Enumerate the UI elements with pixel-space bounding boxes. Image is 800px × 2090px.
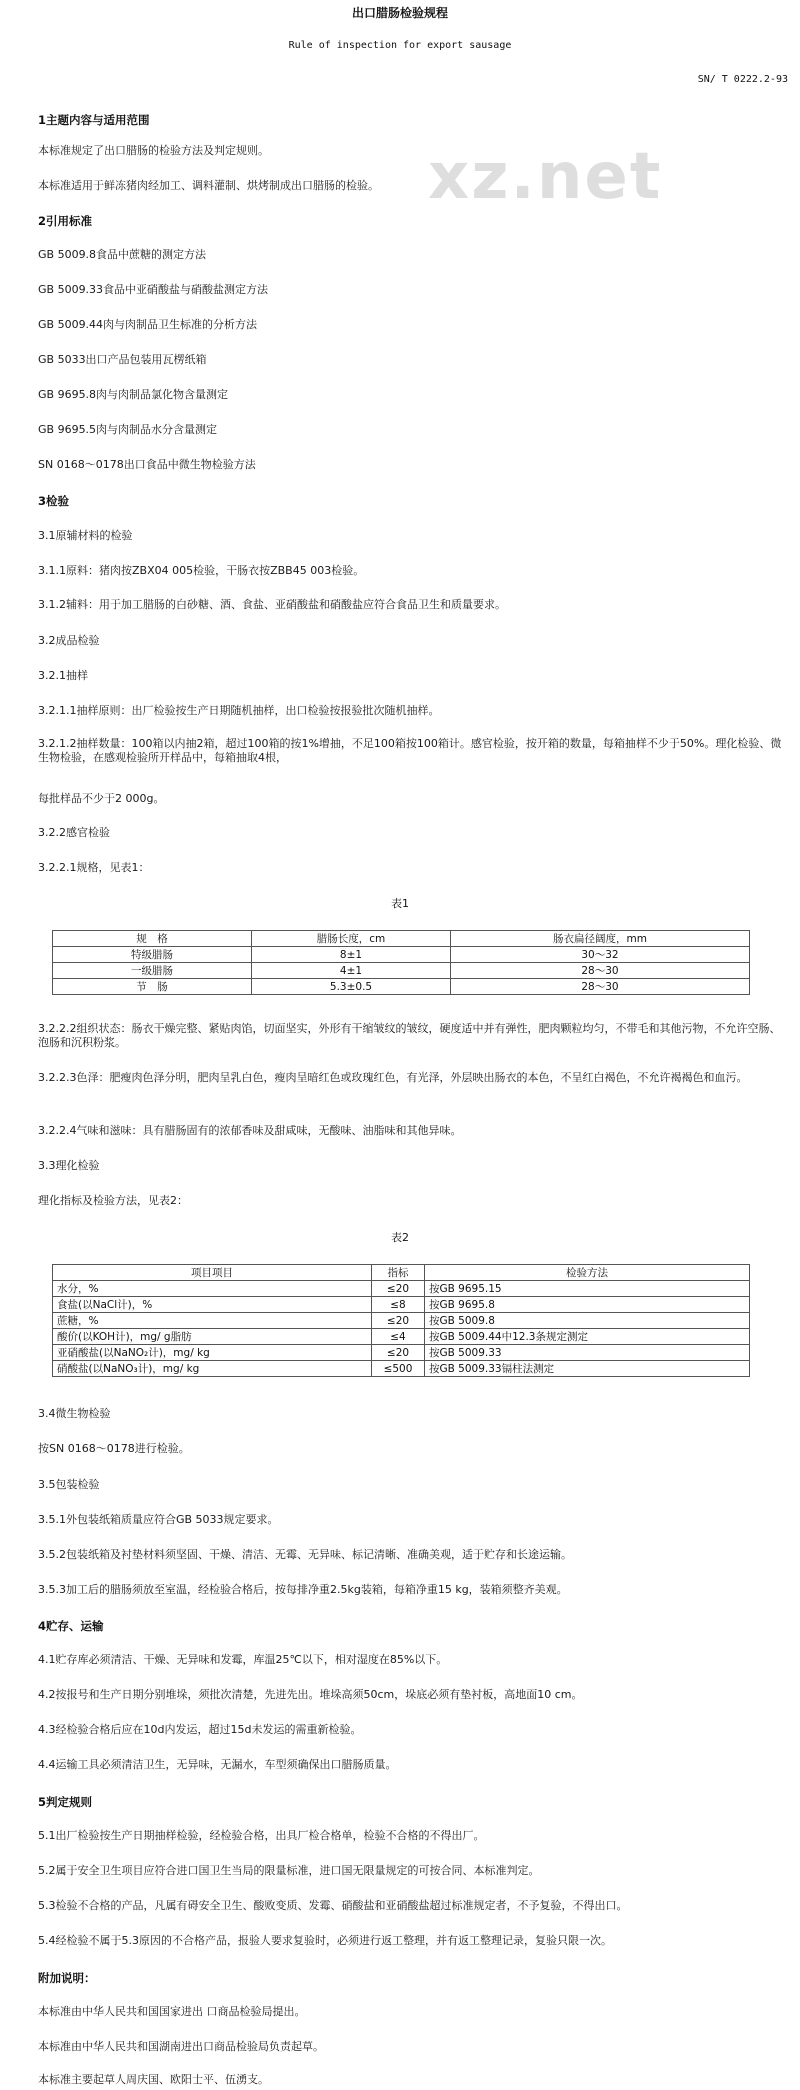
table-header-cell: 肠衣扁径阔度，mm	[451, 931, 750, 947]
paragraph: 3.2.2.3色泽：肥瘦肉色泽分明，肥肉呈乳白色，瘦肉呈暗红色或玫瑰红色，有光泽，外层映出肠衣的本色，不呈红白褐色，不允许褐褐色和血污。	[38, 1071, 748, 1084]
paragraph: 3.5.1外包装纸箱质量应符合GB 5033规定要求。	[38, 1513, 279, 1526]
table-row	[53, 1297, 750, 1313]
paragraph: 3.2成品检验	[38, 634, 100, 647]
table-cell: 酸价(以KOH计)，mg/ g脂肪	[53, 1329, 372, 1345]
paragraph: 3.1原辅材料的检验	[38, 529, 133, 542]
table-cell: 蔗糖，%	[53, 1313, 372, 1329]
table-cell: 按GB 5009.33镉柱法测定	[425, 1361, 750, 1377]
table-cell: 5.3±0.5	[252, 979, 451, 995]
table-header-cell: 检验方法	[425, 1265, 750, 1281]
paragraph: 3.1.1原料：猪肉按ZBX04 005检验，干肠衣按ZBB45 003检验。	[38, 564, 365, 577]
table-2-caption: 表2	[391, 1231, 409, 1244]
table-row	[53, 1361, 750, 1377]
document-subtitle: Rule of inspection for export sausage	[288, 40, 512, 51]
table-cell: 食盐(以NaCl计)，%	[53, 1297, 372, 1313]
table-cell: 水分，%	[53, 1281, 372, 1297]
table-cell: 一级腊肠	[53, 963, 252, 979]
paragraph: 4.4运输工具必须清洁卫生，无异味，无漏水，车型须确保出口腊肠质量。	[38, 1758, 397, 1771]
table-row	[53, 1329, 750, 1345]
paragraph: 5.4经检验不属于5.3原因的不合格产品，报验人要求复验时，必须进行返工整理，并有返工整理记录，复验只限一次。	[38, 1934, 612, 1947]
table-row	[53, 1281, 750, 1297]
paragraph: 5.2属于安全卫生项目应符合进口国卫生当局的限量标准，进口国无限量规定的可按合同、本标准判定。	[38, 1864, 540, 1877]
table-cell: 按GB 9695.15	[425, 1281, 750, 1297]
reference-item: GB 9695.5肉与肉制品水分含量测定	[38, 423, 218, 436]
table-cell: 亚硝酸盐(以NaNO₂计)，mg/ kg	[53, 1345, 372, 1361]
paragraph: 4.3经检验合格后应在10d内发运，超过15d未发运的需重新检验。	[38, 1723, 362, 1736]
reference-item: GB 5009.8食品中蔗糖的测定方法	[38, 248, 207, 261]
paragraph: 本标准主要起草人周庆国、欧阳士平、伍湧支。	[38, 2073, 269, 2086]
reference-item: GB 5009.44肉与肉制品卫生标准的分析方法	[38, 318, 258, 331]
paragraph: 3.2.1.2抽样数量：100箱以内抽2箱，超过100箱的按1%增抽，不足100箱按100箱计。感官检验，按开箱的数量，每箱抽样不少于50%。理化检验、微生物检验，在感观检验所开样品中，每箱抽取4根，	[38, 737, 782, 764]
table-row	[53, 1345, 750, 1361]
watermark: xz.net	[428, 140, 663, 214]
table-row	[53, 947, 750, 963]
document-title: 出口腊肠检验规程	[351, 6, 448, 20]
table-header-row	[53, 931, 750, 947]
table-cell: ≤20	[372, 1313, 425, 1329]
table-cell: 特级腊肠	[53, 947, 252, 963]
paragraph: 3.2.1抽样	[38, 669, 88, 682]
table-row	[53, 979, 750, 995]
paragraph: 本标准适用于鲜冻猪肉经加工、调料灌制、烘烤制成出口腊肠的检验。	[38, 179, 379, 192]
paragraph: 5.1出厂检验按生产日期抽样检验，经检验合格，出具厂检合格单，检验不合格的不得出厂。	[38, 1829, 485, 1842]
table-cell: 节 肠	[53, 979, 252, 995]
table-cell: 28～30	[451, 979, 750, 995]
appendix-heading: 附加说明：	[38, 1971, 96, 1985]
paragraph: 3.5.3加工后的腊肠须放至室温，经检验合格后，按每排净重2.5kg装箱，每箱净重15 kg，装箱须整齐美观。	[38, 1583, 568, 1596]
table-cell: 4±1	[252, 963, 451, 979]
table-cell: 按GB 9695.8	[425, 1297, 750, 1313]
paragraph: 3.2.2.4气味和滋味：具有腊肠固有的浓郁香味及甜咸味，无酸味、油脂味和其他异味。	[38, 1124, 462, 1137]
reference-item: GB 5009.33食品中亚硝酸盐与硝酸盐测定方法	[38, 283, 269, 296]
table-cell: ≤20	[372, 1345, 425, 1361]
paragraph: 每批样品不少于2 000g。	[38, 792, 165, 805]
table-header-cell: 规 格	[53, 931, 252, 947]
table-cell: 按GB 5009.8	[425, 1313, 750, 1329]
paragraph: 3.2.1.1抽样原则：出厂检验按生产日期随机抽样，出口检验按报验批次随机抽样。	[38, 704, 440, 717]
table-1-caption: 表1	[391, 897, 409, 910]
paragraph: 4.1贮存库必须清洁、干燥、无异味和发霉，库温25℃以下，相对湿度在85%以下。	[38, 1653, 448, 1666]
paragraph: 5.3检验不合格的产品，凡属有碍安全卫生、酸败变质、发霉、硝酸盐和亚硝酸盐超过标准规定者，不予复验，不得出口。	[38, 1899, 628, 1912]
reference-item: SN 0168～0178出口食品中微生物检验方法	[38, 458, 256, 471]
paragraph: 理化指标及检验方法，见表2：	[38, 1194, 188, 1207]
table-cell: ≤4	[372, 1329, 425, 1345]
paragraph: 3.2.2感官检验	[38, 826, 110, 839]
section-5-heading: 5判定规则	[38, 1795, 93, 1809]
table-cell: 28～30	[451, 963, 750, 979]
paragraph: 3.5.2包装纸箱及衬垫材料须坚固、干燥、清洁、无霉、无异味、标记清晰、准确美观，适于贮存和长途运输。	[38, 1548, 572, 1561]
paragraph: 3.5包装检验	[38, 1478, 100, 1491]
table-cell: 30～32	[451, 947, 750, 963]
table-header-cell: 项目项目	[53, 1265, 372, 1281]
table-header-cell: 腊肠长度，cm	[252, 931, 451, 947]
table-1	[52, 930, 750, 995]
table-cell: 硝酸盐(以NaNO₃计)，mg/ kg	[53, 1361, 372, 1377]
paragraph: 按SN 0168～0178进行检验。	[38, 1442, 190, 1455]
paragraph: 3.3理化检验	[38, 1159, 100, 1172]
paragraph: 4.2按报号和生产日期分别堆垛，须批次清楚，先进先出。堆垛高须50cm，垛底必须有垫衬板，高地面10 cm。	[38, 1688, 583, 1701]
section-1-heading: 1主题内容与适用范围	[38, 113, 150, 127]
table-row	[53, 1313, 750, 1329]
table-cell: ≤8	[372, 1297, 425, 1313]
paragraph: 本标准规定了出口腊肠的检验方法及判定规则。	[38, 144, 269, 157]
paragraph: 3.2.2.2组织状态：肠衣干燥完整、紧贴肉馅，切面坚实，外形有干缩皱纹的皱纹，硬度适中并有弹性，肥肉颗粒均匀，不带毛和其他污物，不允许空肠、泡肠和沉积粉浆。	[38, 1022, 781, 1049]
paragraph: 本标准由中华人民共和国国家进出 口商品检验局提出。	[38, 2005, 306, 2018]
table-cell: ≤20	[372, 1281, 425, 1297]
paragraph: 本标准由中华人民共和国湖南进出口商品检验局负责起草。	[38, 2040, 324, 2053]
paragraph: 3.2.2.1规格，见表1：	[38, 861, 150, 874]
section-4-heading: 4贮存、运输	[38, 1619, 104, 1633]
table-header-cell: 指标	[372, 1265, 425, 1281]
table-cell: 8±1	[252, 947, 451, 963]
reference-item: GB 5033出口产品包装用瓦楞纸箱	[38, 353, 207, 366]
paragraph: 3.1.2辅料：用于加工腊肠的白砂糖、酒、食盐、亚硝酸盐和硝酸盐应符合食品卫生和质量要求。	[38, 598, 506, 611]
paragraph: 3.4微生物检验	[38, 1407, 111, 1420]
standard-code: SN/ T 0222.2-93	[697, 74, 788, 85]
table-header-row	[53, 1265, 750, 1281]
table-cell: 按GB 5009.33	[425, 1345, 750, 1361]
table-cell: ≤500	[372, 1361, 425, 1377]
table-cell: 按GB 5009.44中12.3条规定测定	[425, 1329, 750, 1345]
reference-item: GB 9695.8肉与肉制品氯化物含量测定	[38, 388, 229, 401]
table-2	[52, 1264, 750, 1377]
section-3-heading: 3检验	[38, 494, 70, 508]
table-row	[53, 963, 750, 979]
section-2-heading: 2引用标准	[38, 214, 93, 228]
